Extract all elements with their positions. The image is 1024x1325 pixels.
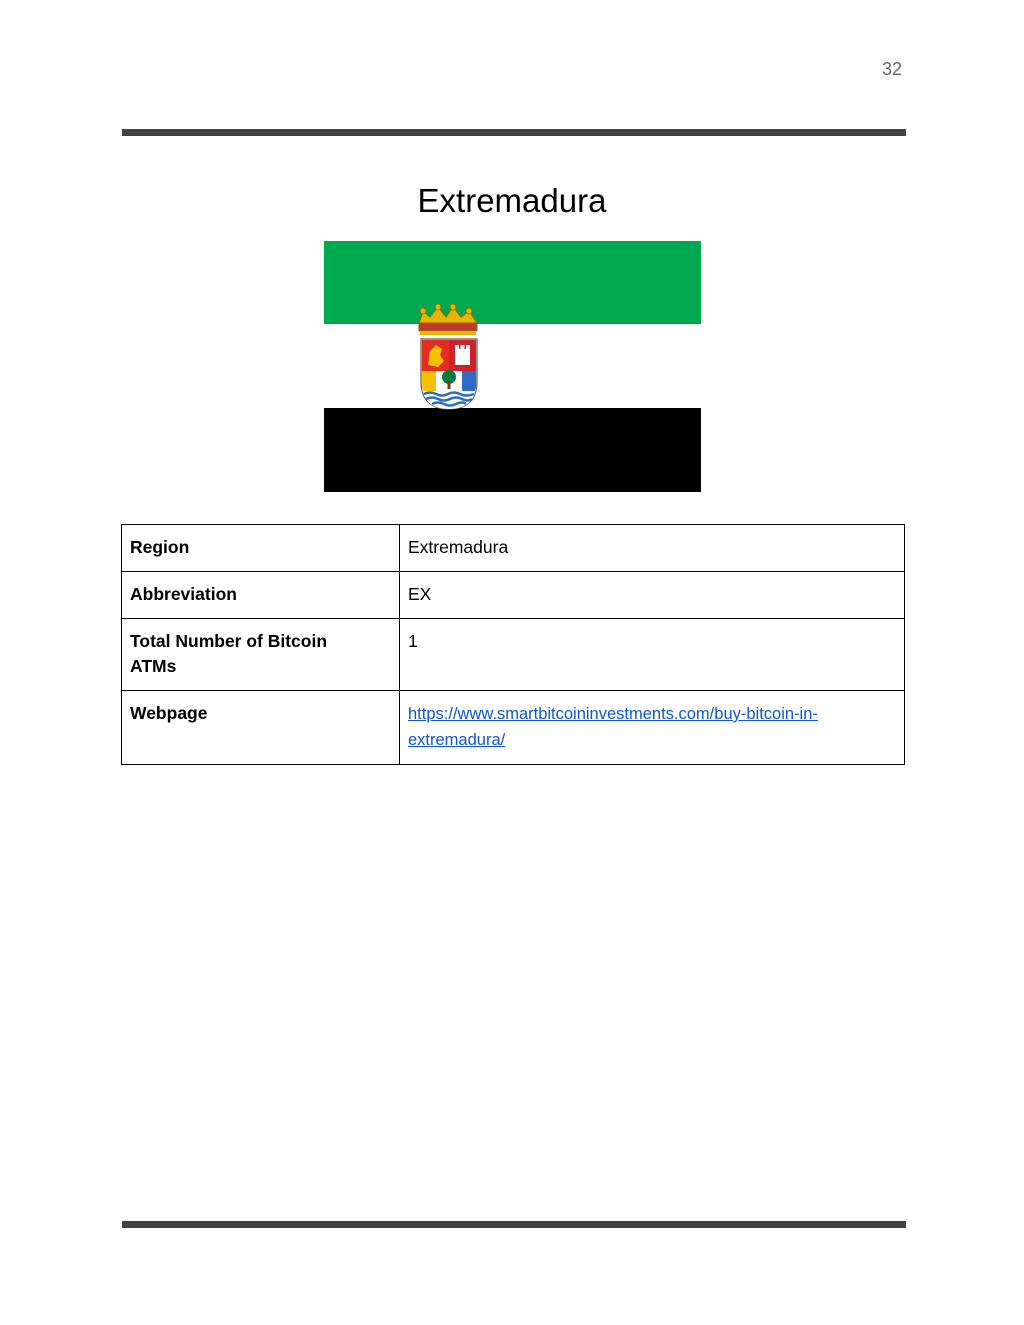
row-value-webpage bbox=[400, 691, 905, 765]
flag-image bbox=[324, 241, 701, 492]
footer-rule bbox=[122, 1221, 906, 1228]
row-label-region: Region bbox=[122, 525, 400, 572]
page-title: Extremadura bbox=[417, 182, 607, 219]
region-info-table bbox=[121, 524, 905, 765]
coat-of-arms-icon bbox=[419, 304, 477, 409]
flag-stripe-white bbox=[324, 324, 701, 408]
header-rule bbox=[122, 129, 906, 136]
webpage-link[interactable]: https://www.smartbitcoininvestments.com/buy-bitcoin-in-extremadura/ bbox=[408, 705, 818, 749]
row-value-region: Extremadura bbox=[400, 525, 905, 572]
flag-stripe-black bbox=[324, 408, 701, 492]
table-row bbox=[122, 572, 905, 619]
table-row bbox=[122, 619, 905, 691]
row-label-atm-count: Total Number of Bitcoin ATMs bbox=[122, 619, 400, 691]
flag-stripe-green bbox=[324, 241, 701, 324]
row-value-abbreviation: EX bbox=[400, 572, 905, 619]
page-number: 32 bbox=[881, 59, 902, 79]
table-row bbox=[122, 525, 905, 572]
row-value-atm-count: 1 bbox=[400, 619, 905, 691]
row-label-webpage: Webpage bbox=[122, 691, 400, 765]
table-row bbox=[122, 691, 905, 765]
row-label-abbreviation: Abbreviation bbox=[122, 572, 400, 619]
